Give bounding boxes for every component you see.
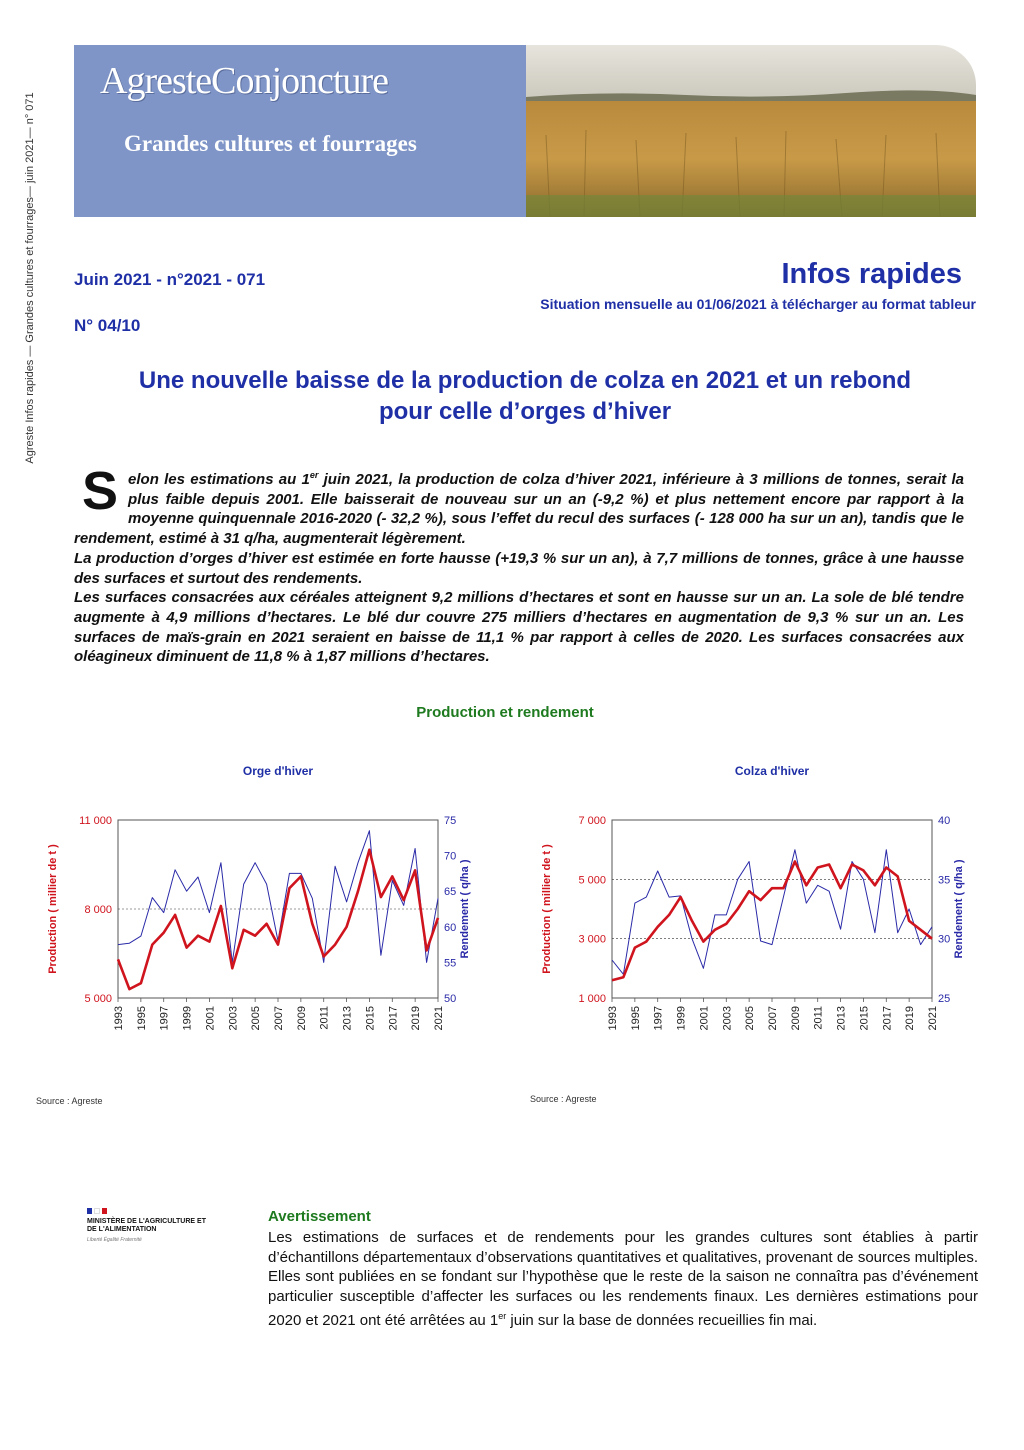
x-tick-label: 2005 [250, 1006, 263, 1031]
x-tick-label: 2015 [858, 1006, 871, 1031]
y2-axis-label: Rendement ( q/ha ) [953, 859, 965, 959]
section-title: Production et rendement [416, 704, 594, 721]
plot-frame [612, 820, 932, 998]
x-tick-label: 2005 [744, 1006, 757, 1031]
x-tick-label: 2011 [812, 1006, 825, 1030]
chart-title: Orge d'hiver [242, 764, 314, 778]
issue-date: Juin 2021 - n°2021 - 071 [74, 270, 266, 289]
title-line-1: Une nouvelle baisse de la production de colza en 2021 et un rebond [138, 367, 912, 394]
x-tick-label: 1999 [181, 1006, 194, 1031]
y-tick-label: 3 000 [578, 933, 606, 946]
x-tick-label: 2021 [433, 1006, 445, 1031]
y-tick-label: 7 000 [578, 815, 606, 827]
ministry-motto: Liberté Égalité Fraternité [87, 1237, 142, 1243]
chart-orge-hiver [38, 755, 478, 1055]
situation-link[interactable]: Situation mensuelle au 01/06/2021 à télécharger au format tableur [540, 296, 976, 312]
y2-tick-label: 75 [444, 815, 457, 827]
x-tick-label: 2013 [341, 1006, 354, 1031]
x-tick-label: 1997 [158, 1006, 171, 1031]
header-banner [74, 45, 976, 217]
x-tick-label: 2019 [410, 1006, 423, 1031]
paragraph-2: La production d’orges d’hiver est estimée en forte hausse (+19,3 % sur un an), à 7,7 millions de tonnes, grâce à une hausse des surfaces et surtout des rendements. [74, 549, 964, 587]
production-line [118, 850, 438, 989]
x-tick-label: 2017 [387, 1006, 400, 1031]
chart-source-right: Source : Agreste [530, 1094, 597, 1104]
x-tick-label: 2001 [204, 1006, 217, 1031]
x-tick-label: 2017 [881, 1006, 894, 1031]
y2-tick-label: 55 [444, 957, 457, 970]
y-axis-label: Production ( millier de t ) [541, 844, 553, 974]
paragraph-1: elon les estimations au 1er juin 2021, la production de colza d’hiver 2021, inférieure à 3 millions de tonnes, serait la plus faible depuis 2001. Elle baisserait de nouveau sur un an (-9,2 %) et plus nettement encore par rapport à la moyenne quinquennale 2016-2020 (- 32,2 %), sous l’effet du recul des surfaces (- 128 000 ha sur un an), tandis que le rendement, estimé à 31 q/ha, augmenterait légèrement. [74, 470, 965, 548]
banner-subtitle: Grandes cultures et fourrages [124, 131, 417, 156]
dropcap: S [82, 461, 119, 521]
x-tick-label: 1999 [675, 1006, 688, 1031]
page-title [74, 365, 976, 427]
chart-source-left: Source : Agreste [36, 1096, 103, 1106]
x-tick-label: 2007 [767, 1006, 779, 1031]
y2-tick-label: 30 [938, 933, 951, 946]
x-tick-label: 1995 [135, 1006, 148, 1031]
x-tick-label: 2003 [721, 1006, 734, 1031]
y2-tick-label: 60 [444, 921, 457, 934]
issue-number: N° 04/10 [74, 316, 141, 335]
banner-title-panel [74, 45, 526, 217]
summary-text [74, 461, 965, 667]
x-tick-label: 1997 [652, 1006, 665, 1031]
chart-title: Colza d'hiver [734, 764, 810, 778]
x-tick-label: 1993 [113, 1006, 125, 1031]
ministry-logo [87, 1208, 217, 1243]
y-axis-label: Production ( millier de t ) [47, 844, 59, 974]
y2-tick-label: 65 [444, 886, 457, 899]
y-tick-label: 8 000 [84, 904, 112, 916]
chart-colza-hiver [532, 755, 972, 1055]
x-tick-label: 2013 [835, 1006, 848, 1031]
y2-tick-label: 70 [444, 850, 457, 863]
warning-title: Avertissement [268, 1208, 371, 1225]
x-tick-label: 2015 [364, 1006, 377, 1031]
x-tick-label: 2021 [927, 1006, 939, 1031]
title-line-2: pour celle d’orges d’hiver [378, 398, 672, 425]
paragraph-3: Les surfaces consacrées aux céréales atteignent 9,2 millions d’hectares et sont en hausse sur un an. La sole de blé tendre augmente à 4,9 millions d’hectares. Le blé dur couvre 275 milliers d’hectares en augmentation de 9,3 % sur un an. Les surfaces de maïs-grain en 2021 seraient en baisse de 11,1 % par rapport à celles de 2020. Les surfaces consacrées aux oléagineux diminuent de 11,8 % à 1,87 millions d’hectares. [74, 589, 964, 666]
x-tick-label: 1995 [629, 1006, 642, 1031]
side-running-title: Agreste Infos rapides — Grandes cultures et fourrages— juin 2021— n° 071 [24, 92, 36, 464]
x-tick-label: 2009 [789, 1006, 802, 1031]
y-tick-label: 11 000 [79, 815, 112, 827]
y2-axis-label: Rendement ( q/ha ) [459, 859, 471, 959]
ministry-name: MINISTÈRE DE L'AGRICULTURE ET DE L'ALIMENTATION [87, 1218, 206, 1233]
x-tick-label: 2009 [295, 1006, 308, 1031]
warning-text: Les estimations de surfaces et de rendements pour les grandes cultures sont établies à partir d’échantillons départementaux d’observations quantitatives et qualitatives, provenant de sources multiples. Elles sont publiées en se fondant sur l’hypothèse que le reste de la saison ne connaîtra pas d’événement particulier susceptible d’affecter les surfaces ou les rendements finaux. Les dernières estimations pour 2020 et 2021 ont été arrêtées au 1er juin sur la base de données recueillies fin mai. [268, 1229, 978, 1329]
x-tick-label: 2001 [698, 1006, 711, 1031]
y2-tick-label: 40 [938, 815, 951, 827]
x-tick-label: 2003 [227, 1006, 240, 1031]
x-tick-label: 2007 [273, 1006, 285, 1031]
x-tick-label: 2011 [318, 1006, 331, 1030]
rendement-line [612, 850, 932, 975]
y-tick-label: 5 000 [578, 874, 606, 887]
y2-tick-label: 35 [938, 874, 951, 887]
y-tick-label: 5 000 [84, 993, 112, 1005]
agreste-logo: AgresteConjoncture [100, 60, 389, 102]
x-tick-label: 2019 [904, 1006, 917, 1031]
wheat-field-photo [526, 45, 976, 217]
french-flag-icon [87, 1208, 217, 1214]
y2-tick-label: 25 [938, 993, 951, 1005]
series-title: Infos rapides [781, 258, 962, 290]
y2-tick-label: 50 [444, 993, 457, 1005]
x-tick-label: 1993 [607, 1006, 619, 1031]
y-tick-label: 1 000 [578, 993, 606, 1005]
